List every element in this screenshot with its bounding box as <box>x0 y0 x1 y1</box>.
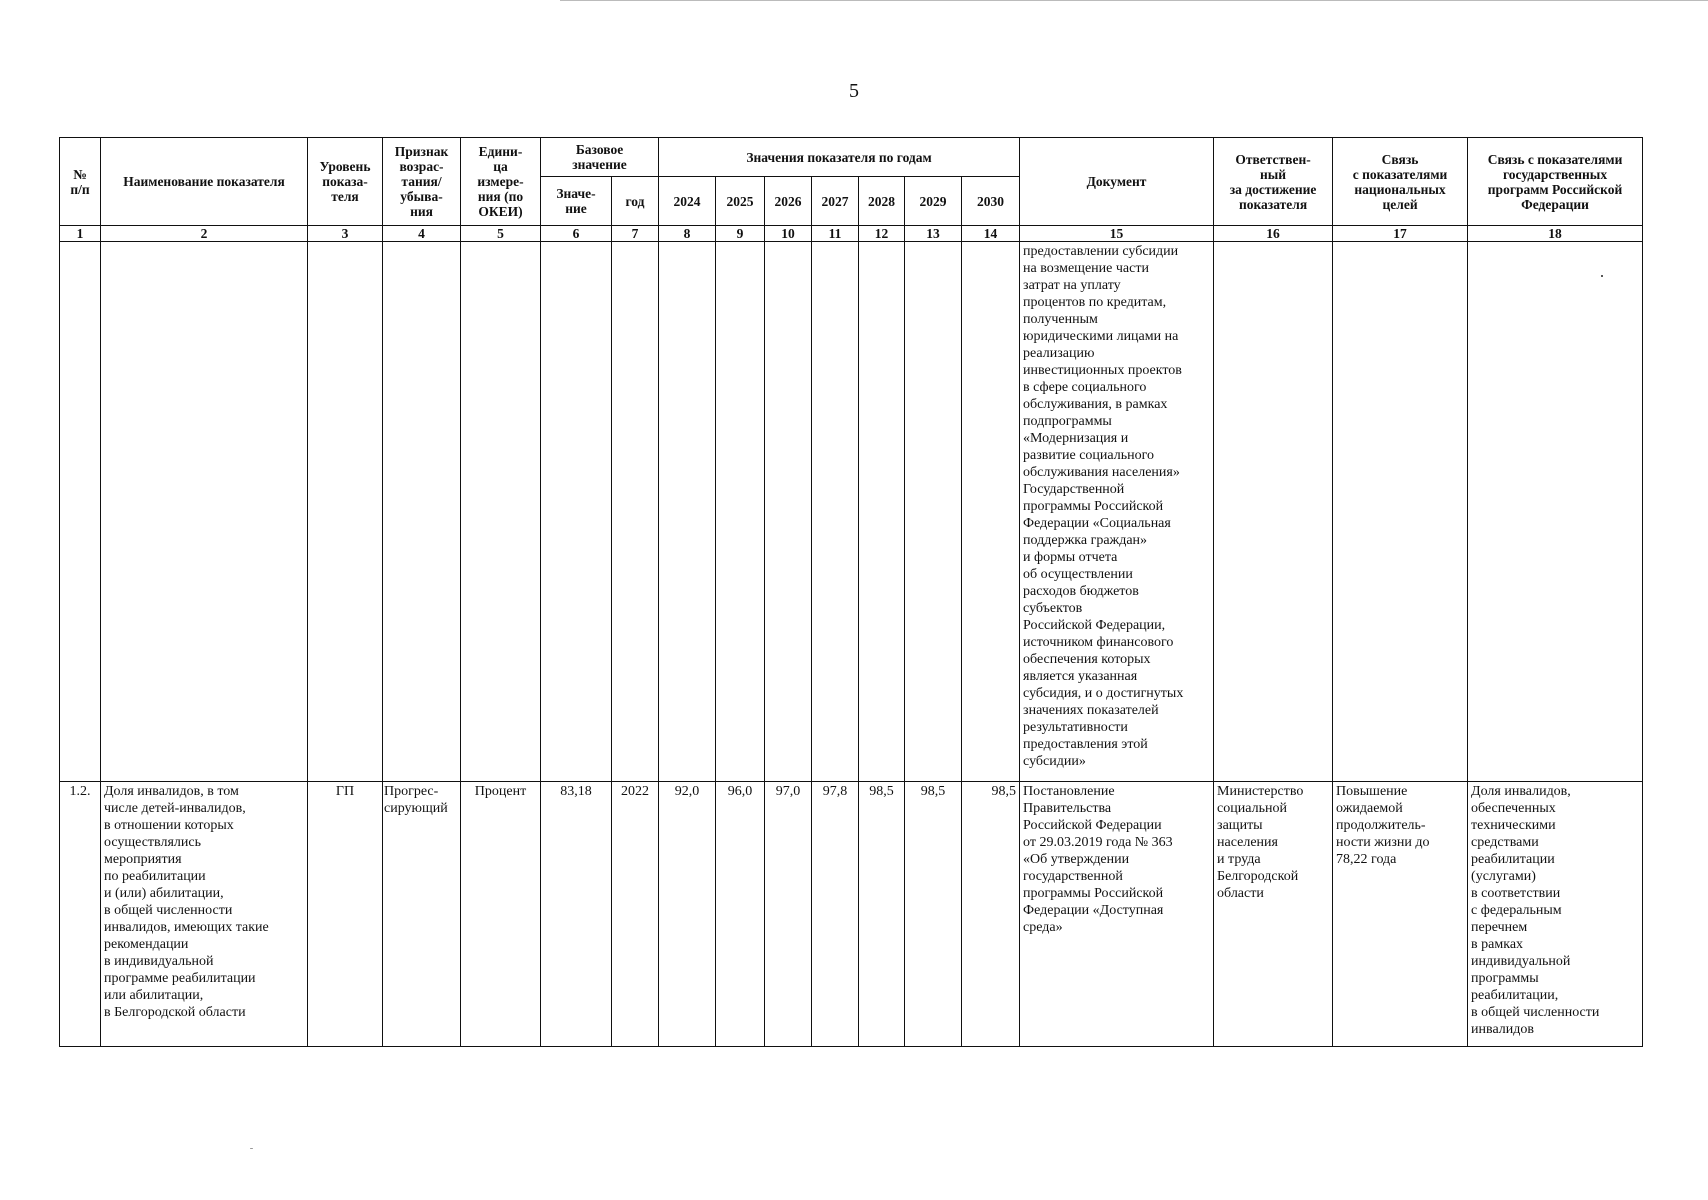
header-name: Наименование показателя <box>101 138 308 226</box>
empty-cell <box>905 242 962 782</box>
responsible-cell: Министерство социальной защиты населения и труда Белгородской области <box>1214 782 1333 1047</box>
column-number: 17 <box>1333 226 1468 242</box>
empty-cell <box>308 242 383 782</box>
column-number: 1 <box>60 226 101 242</box>
state-programs-cell: Доля инвалидов, обеспеченных техническими средствами реабилитации (услугами) в соответствии с федеральным перечнем в рамках индивидуальной программы реабилитации, в общей численности инвалидов <box>1468 782 1643 1047</box>
scan-speck <box>1601 275 1603 277</box>
header-year: 2029 <box>905 177 962 226</box>
column-number: 8 <box>659 226 716 242</box>
year-value: 96,0 <box>716 782 765 1047</box>
column-number: 3 <box>308 226 383 242</box>
empty-cell <box>716 242 765 782</box>
header-document: Документ <box>1020 138 1214 226</box>
empty-cell <box>383 242 461 782</box>
empty-cell <box>612 242 659 782</box>
header-responsible: Ответствен- ный за достижение показателя <box>1214 138 1333 226</box>
empty-cell <box>1468 242 1643 782</box>
header-year: 2026 <box>765 177 812 226</box>
header-year: 2027 <box>812 177 859 226</box>
indicator-sign: Прогрес- сирующий <box>383 782 461 1047</box>
header-level: Уровень показа- теля <box>308 138 383 226</box>
base-value: 83,18 <box>541 782 612 1047</box>
empty-cell <box>1214 242 1333 782</box>
column-number: 16 <box>1214 226 1333 242</box>
header-number: № п/п <box>60 138 101 226</box>
header-year: 2028 <box>859 177 905 226</box>
column-number: 9 <box>716 226 765 242</box>
row-number: 1.2. <box>60 782 101 1047</box>
table-row-1-2 <box>60 782 1643 1047</box>
year-value: 92,0 <box>659 782 716 1047</box>
column-number: 12 <box>859 226 905 242</box>
header-base-value: Значе- ние <box>541 177 612 226</box>
header-year: 2024 <box>659 177 716 226</box>
column-number: 10 <box>765 226 812 242</box>
column-number: 18 <box>1468 226 1643 242</box>
header-year: 2030 <box>962 177 1020 226</box>
column-number: 11 <box>812 226 859 242</box>
page-number: 5 <box>849 80 859 102</box>
base-year: 2022 <box>612 782 659 1047</box>
top-border-line <box>560 0 1708 1</box>
empty-cell <box>60 242 101 782</box>
column-number: 4 <box>383 226 461 242</box>
header-national-goals: Связь с показателями национальных целей <box>1333 138 1468 226</box>
empty-cell <box>962 242 1020 782</box>
column-numbers-row <box>60 226 1643 242</box>
empty-cell <box>101 242 308 782</box>
document-cell: предоставлении субсидии на возмещение части затрат на уплату процентов по кредитам, полученным юридическими лицами на реализацию инвестиционных проектов в сфере социального обслуживания, в рамках подпрограммы «Модернизация и развитие социального обслуживания населения» Государственной программы Российской Федерации «Социальная поддержка граждан» и формы отчета об осуществлении расходов бюджетов субъектов Российской Федерации, источником финансового обеспечения которых является указанная субсидия, и о достигнутых значениях показателей результативности предоставления этой субсидии» <box>1020 242 1214 782</box>
column-number: 5 <box>461 226 541 242</box>
year-value: 97,8 <box>812 782 859 1047</box>
empty-cell <box>461 242 541 782</box>
empty-cell <box>541 242 612 782</box>
header-years-group: Значения показателя по годам <box>659 138 1020 177</box>
header-unit: Едини- ца измере- ния (по ОКЕИ) <box>461 138 541 226</box>
header-base-group: Базовое значение <box>541 138 659 177</box>
table-row-continuation <box>60 242 1643 782</box>
scan-speck <box>250 1148 253 1149</box>
year-value: 98,5 <box>859 782 905 1047</box>
header-base-year: год <box>612 177 659 226</box>
indicator-name: Доля инвалидов, в том числе детей-инвалидов, в отношении которых осуществлялись мероприятия по реабилитации и (или) абилитации, в общей численности инвалидов, имеющих такие рекомендации в индивидуальной программе реабилитации или абилитации, в Белгородской области <box>101 782 308 1047</box>
indicator-level: ГП <box>308 782 383 1047</box>
column-number: 2 <box>101 226 308 242</box>
indicators-table <box>59 137 1643 1047</box>
column-number: 14 <box>962 226 1020 242</box>
year-value: 98,5 <box>905 782 962 1047</box>
column-number: 7 <box>612 226 659 242</box>
empty-cell <box>812 242 859 782</box>
column-number: 15 <box>1020 226 1214 242</box>
header-sign: Признак возрас- тания/ убыва- ния <box>383 138 461 226</box>
header-state-programs: Связь с показателями государственных программ Российской Федерации <box>1468 138 1643 226</box>
empty-cell <box>765 242 812 782</box>
column-number: 6 <box>541 226 612 242</box>
year-value: 97,0 <box>765 782 812 1047</box>
header-year: 2025 <box>716 177 765 226</box>
national-goals-cell: Повышение ожидаемой продолжитель- ности жизни до 78,22 года <box>1333 782 1468 1047</box>
year-value: 98,5 <box>962 782 1020 1047</box>
indicator-unit: Процент <box>461 782 541 1047</box>
empty-cell <box>659 242 716 782</box>
empty-cell <box>859 242 905 782</box>
empty-cell <box>1333 242 1468 782</box>
document-cell: Постановление Правительства Российской Федерации от 29.03.2019 года № 363 «Об утверждении государственной программы Российской Федерации «Доступная среда» <box>1020 782 1214 1047</box>
column-number: 13 <box>905 226 962 242</box>
